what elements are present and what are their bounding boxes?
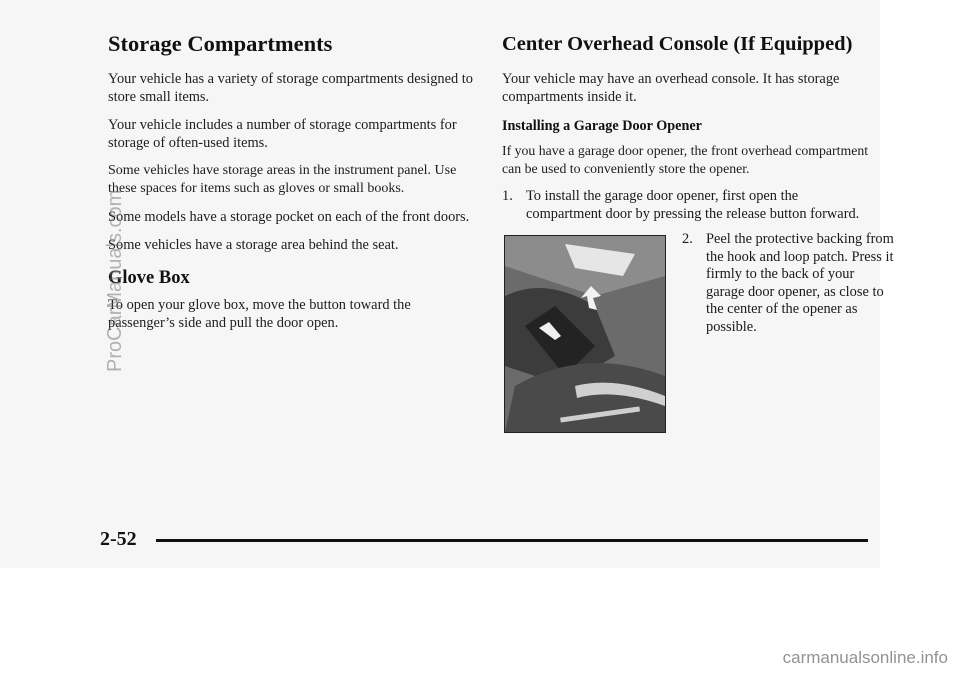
- bottom-watermark: carmanualsonline.info: [782, 648, 948, 667]
- overhead-console-heading: Center Overhead Console (If Equipped): [502, 33, 853, 55]
- garage-door-subheading: Installing a Garage Door Opener: [502, 118, 702, 134]
- page-number: 2-52: [100, 528, 137, 550]
- paragraph-4: Some models have a storage pocket on each of the front doors.: [108, 209, 470, 225]
- storage-compartments-heading: Storage Compartments: [108, 31, 333, 56]
- console-illustration: [505, 236, 665, 432]
- garage-door-text: If you have a garage door opener, the front overhead compartment can be used to conveniently store the opener.: [502, 143, 869, 176]
- step-2: [682, 231, 896, 336]
- instruction-list: [502, 188, 894, 431]
- step-2-text: Peel the protective backing from the hook and loop patch. Press it firmly to the back of your garage door opener, as close to the center of the opener as possible.: [706, 231, 894, 335]
- footer-rule: [156, 539, 868, 542]
- overhead-intro: Your vehicle may have an overhead console. It has storage compartments inside it.: [502, 71, 840, 105]
- left-column: [108, 30, 480, 342]
- paragraph-5: Some vehicles have a storage area behind the seat.: [108, 237, 399, 253]
- glove-box-text: To open your glove box, move the button toward the passenger’s side and pull the door open.: [108, 297, 411, 331]
- side-watermark: ProCarManuals.com: [104, 189, 126, 372]
- paragraph-1: Your vehicle has a variety of storage compartments designed to store small items.: [108, 71, 473, 105]
- overhead-console-photo: [504, 235, 666, 433]
- paragraph-2: Your vehicle includes a number of storage compartments for storage of often-used items.: [108, 117, 457, 151]
- right-column: [502, 30, 894, 431]
- step-1-text: To install the garage door opener, first open the compartment door by pressing the release button forward.: [526, 188, 860, 222]
- step-1: [502, 188, 874, 223]
- step-1-number: 1.: [502, 188, 513, 204]
- step-2-number: 2.: [682, 231, 693, 247]
- page-footer: [100, 527, 870, 551]
- paragraph-3: Some vehicles have storage areas in the instrument panel. Use these spaces for items such as gloves or small books.: [108, 163, 457, 196]
- step-2-row: [502, 231, 894, 431]
- glove-box-heading: Glove Box: [108, 268, 190, 288]
